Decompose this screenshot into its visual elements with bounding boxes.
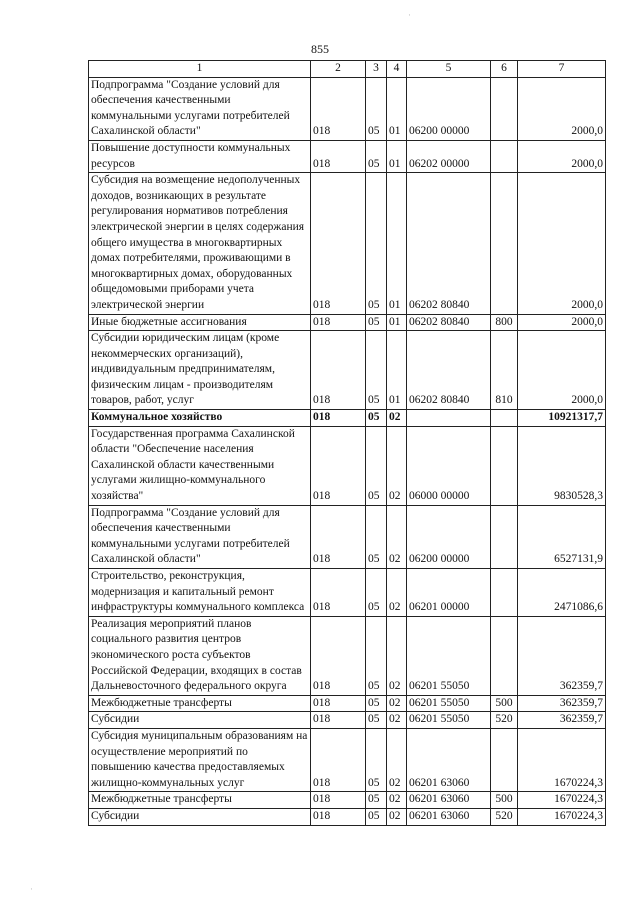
row-name-cell: Межбюджетные трансферты bbox=[89, 792, 311, 809]
row-name-cell: Субсидии bbox=[89, 808, 311, 825]
table-row bbox=[89, 331, 606, 410]
expense-type-cell: 800 bbox=[491, 314, 518, 331]
target-article-cell: 06000 00000 bbox=[407, 426, 491, 505]
subsection-code-cell: 01 bbox=[387, 77, 407, 140]
ministry-code-cell: 018 bbox=[311, 77, 366, 140]
subsection-code-cell: 02 bbox=[387, 616, 407, 695]
expense-type-cell bbox=[491, 728, 518, 791]
expense-type-cell bbox=[491, 173, 518, 314]
row-name-cell: Субсидия муниципальным образованиям на осуществление мероприятий по повышению качества предоставляемых жилищно-коммунальных услуг bbox=[89, 728, 311, 791]
target-article-cell: 06202 80840 bbox=[407, 314, 491, 331]
target-article-cell: 06201 63060 bbox=[407, 728, 491, 791]
amount-cell: 2000,0 bbox=[518, 77, 606, 140]
target-article-cell: 06200 00000 bbox=[407, 77, 491, 140]
target-article-cell: 06200 00000 bbox=[407, 505, 491, 568]
amount-cell: 362359,7 bbox=[518, 695, 606, 712]
ministry-code-cell: 018 bbox=[311, 505, 366, 568]
section-code-cell: 05 bbox=[366, 77, 387, 140]
expense-type-cell: 520 bbox=[491, 808, 518, 825]
budget-table bbox=[88, 60, 606, 826]
ministry-code-cell: 018 bbox=[311, 569, 366, 617]
subsection-code-cell: 02 bbox=[387, 808, 407, 825]
section-code-cell: 05 bbox=[366, 314, 387, 331]
table-row bbox=[89, 77, 606, 140]
amount-cell: 2000,0 bbox=[518, 314, 606, 331]
ministry-code-cell: 018 bbox=[311, 173, 366, 314]
section-code-cell: 05 bbox=[366, 695, 387, 712]
table-row bbox=[89, 426, 606, 505]
table-row bbox=[89, 569, 606, 617]
amount-cell: 6527131,9 bbox=[518, 505, 606, 568]
expense-type-cell bbox=[491, 569, 518, 617]
scan-speck: · bbox=[408, 10, 411, 20]
target-article-cell: 06201 63060 bbox=[407, 792, 491, 809]
ministry-code-cell: 018 bbox=[311, 616, 366, 695]
ministry-code-cell: 018 bbox=[311, 808, 366, 825]
table-row bbox=[89, 314, 606, 331]
row-name-cell: Строительство, реконструкция, модернизация и капитальный ремонт инфраструктуры коммунального комплекса bbox=[89, 569, 311, 617]
amount-cell: 10921317,7 bbox=[518, 410, 606, 427]
amount-cell: 1670224,3 bbox=[518, 792, 606, 809]
target-article-cell: 06201 63060 bbox=[407, 808, 491, 825]
expense-type-cell: 810 bbox=[491, 331, 518, 410]
expense-type-cell: 500 bbox=[491, 695, 518, 712]
row-name-cell: Подпрограмма "Создание условий для обеспечения качественными коммунальными услугами потребителей Сахалинской области" bbox=[89, 77, 311, 140]
expense-type-cell bbox=[491, 616, 518, 695]
target-article-cell: 06202 80840 bbox=[407, 331, 491, 410]
subsection-code-cell: 02 bbox=[387, 695, 407, 712]
subsection-code-cell: 01 bbox=[387, 331, 407, 410]
target-article-cell bbox=[407, 410, 491, 427]
target-article-cell: 06201 55050 bbox=[407, 712, 491, 729]
section-code-cell: 05 bbox=[366, 426, 387, 505]
section-code-cell: 05 bbox=[366, 173, 387, 314]
expense-type-cell bbox=[491, 77, 518, 140]
amount-cell: 362359,7 bbox=[518, 616, 606, 695]
table-row bbox=[89, 792, 606, 809]
amount-cell: 2000,0 bbox=[518, 331, 606, 410]
table-row bbox=[89, 808, 606, 825]
row-name-cell: Иные бюджетные ассигнования bbox=[89, 314, 311, 331]
section-code-cell: 05 bbox=[366, 505, 387, 568]
amount-cell: 1670224,3 bbox=[518, 808, 606, 825]
row-name-cell: Подпрограмма "Создание условий для обеспечения качественными коммунальными услугами потребителей Сахалинской области" bbox=[89, 505, 311, 568]
scan-speck: · bbox=[30, 884, 33, 894]
expense-type-cell: 520 bbox=[491, 712, 518, 729]
subsection-code-cell: 02 bbox=[387, 569, 407, 617]
row-name-cell: Субсидии юридическим лицам (кроме некоммерческих организаций), индивидуальным предпринимателям, физическим лицам - производителям товаров, работ, услуг bbox=[89, 331, 311, 410]
table-row bbox=[89, 616, 606, 695]
expense-type-cell bbox=[491, 140, 518, 172]
table-row bbox=[89, 140, 606, 172]
expense-type-cell bbox=[491, 505, 518, 568]
ministry-code-cell: 018 bbox=[311, 140, 366, 172]
ministry-code-cell: 018 bbox=[311, 728, 366, 791]
table-row bbox=[89, 728, 606, 791]
table-row bbox=[89, 173, 606, 314]
target-article-cell: 06202 00000 bbox=[407, 140, 491, 172]
section-code-cell: 05 bbox=[366, 616, 387, 695]
subsection-code-cell: 02 bbox=[387, 712, 407, 729]
expense-type-cell bbox=[491, 426, 518, 505]
expense-type-cell bbox=[491, 410, 518, 427]
column-header: 4 bbox=[387, 61, 407, 78]
row-name-cell: Реализация мероприятий планов социального развития центров экономического роста субъектов Российской Федерации, входящих в состав Дальневосточного федерального округа bbox=[89, 616, 311, 695]
row-name-cell: Коммунальное хозяйство bbox=[89, 410, 311, 427]
row-name-cell: Субсидия на возмещение недополученных доходов, возникающих в результате регулирования нормативов потребления электрической энергии в целях содержания общего имущества в многоквартирных домах потребителями, проживающими в многоквартирных домах, оборудованных общедомовыми приборами учета электрической энергии bbox=[89, 173, 311, 314]
column-header: 7 bbox=[518, 61, 606, 78]
row-name-cell: Повышение доступности коммунальных ресурсов bbox=[89, 140, 311, 172]
row-name-cell: Субсидии bbox=[89, 712, 311, 729]
subsection-code-cell: 01 bbox=[387, 140, 407, 172]
section-code-cell: 05 bbox=[366, 140, 387, 172]
table-row bbox=[89, 695, 606, 712]
section-code-cell: 05 bbox=[366, 712, 387, 729]
amount-cell: 2000,0 bbox=[518, 173, 606, 314]
amount-cell: 1670224,3 bbox=[518, 728, 606, 791]
column-header: 2 bbox=[311, 61, 366, 78]
page-number: 855 bbox=[311, 42, 329, 56]
column-header: 1 bbox=[89, 61, 311, 78]
section-code-cell: 05 bbox=[366, 569, 387, 617]
subsection-code-cell: 01 bbox=[387, 173, 407, 314]
target-article-cell: 06201 55050 bbox=[407, 695, 491, 712]
column-header: 5 bbox=[407, 61, 491, 78]
section-code-cell: 05 bbox=[366, 410, 387, 427]
section-code-cell: 05 bbox=[366, 808, 387, 825]
ministry-code-cell: 018 bbox=[311, 314, 366, 331]
amount-cell: 362359,7 bbox=[518, 712, 606, 729]
table-row bbox=[89, 410, 606, 427]
subsection-code-cell: 02 bbox=[387, 505, 407, 568]
table-row bbox=[89, 712, 606, 729]
amount-cell: 9830528,3 bbox=[518, 426, 606, 505]
row-name-cell: Государственная программа Сахалинской области "Обеспечение населения Сахалинской области качественными услугами жилищно-коммунального хозяйства" bbox=[89, 426, 311, 505]
target-article-cell: 06201 00000 bbox=[407, 569, 491, 617]
subsection-code-cell: 02 bbox=[387, 792, 407, 809]
table-row bbox=[89, 505, 606, 568]
column-header: 6 bbox=[491, 61, 518, 78]
section-code-cell: 05 bbox=[366, 331, 387, 410]
ministry-code-cell: 018 bbox=[311, 410, 366, 427]
subsection-code-cell: 01 bbox=[387, 314, 407, 331]
section-code-cell: 05 bbox=[366, 792, 387, 809]
target-article-cell: 06201 55050 bbox=[407, 616, 491, 695]
subsection-code-cell: 02 bbox=[387, 728, 407, 791]
ministry-code-cell: 018 bbox=[311, 331, 366, 410]
expense-type-cell: 500 bbox=[491, 792, 518, 809]
ministry-code-cell: 018 bbox=[311, 712, 366, 729]
ministry-code-cell: 018 bbox=[311, 695, 366, 712]
subsection-code-cell: 02 bbox=[387, 410, 407, 427]
amount-cell: 2000,0 bbox=[518, 140, 606, 172]
section-code-cell: 05 bbox=[366, 728, 387, 791]
column-header: 3 bbox=[366, 61, 387, 78]
subsection-code-cell: 02 bbox=[387, 426, 407, 505]
ministry-code-cell: 018 bbox=[311, 426, 366, 505]
row-name-cell: Межбюджетные трансферты bbox=[89, 695, 311, 712]
target-article-cell: 06202 80840 bbox=[407, 173, 491, 314]
amount-cell: 2471086,6 bbox=[518, 569, 606, 617]
table-header-row bbox=[89, 61, 606, 78]
ministry-code-cell: 018 bbox=[311, 792, 366, 809]
